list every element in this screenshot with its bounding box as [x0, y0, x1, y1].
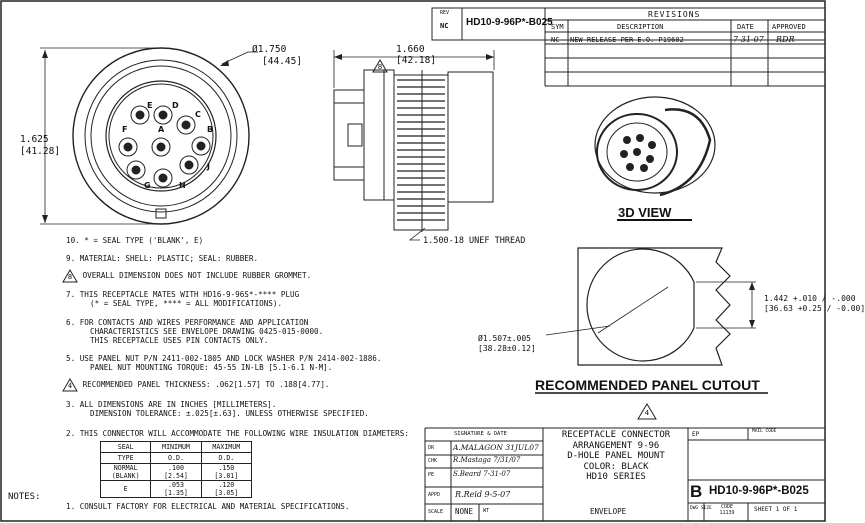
note-10: 10. * = SEAL TYPE ('BLANK', E)	[66, 236, 204, 245]
drawing-number: HD10-9-96P*-B025	[709, 485, 809, 497]
signature-header: SIGNATURE & DATE	[454, 431, 507, 437]
contact-label-a: A	[158, 125, 165, 134]
height-dimension: 1.625 [41.28]	[20, 134, 61, 157]
rev-label: REV	[440, 10, 450, 16]
rev-row-approved: RDR	[776, 35, 795, 44]
table-cell: .150 [3.81]	[201, 464, 251, 481]
mail-code-label: MAIL CODE	[752, 429, 777, 434]
note-9: 9. MATERIAL: SHELL: PLASTIC; SEAL: RUBBER.	[66, 254, 259, 263]
pe-signature: S.Beard 7-31-07	[453, 470, 511, 478]
diameter-dimension: Ø1.750 [44.45]	[252, 44, 303, 67]
thread-callout: 1.500-18 UNEF THREAD	[423, 236, 526, 246]
table-cell: O.D.	[151, 453, 201, 464]
envelope-label: ENVELOPE	[590, 507, 627, 516]
note-1: 1. CONSULT FACTORY FOR ELECTRICAL AND MATERIAL SPECIFICATIONS.	[66, 502, 350, 511]
table-cell: TYPE	[101, 453, 151, 464]
3d-view-title: 3D VIEW	[618, 205, 672, 220]
table-row	[101, 481, 252, 498]
cutout-flat: 1.442 +.010 / -.000 [36.63 +0.25 / -0.00]	[764, 294, 865, 313]
rev-col-sym: SYM	[551, 23, 564, 31]
length-dimension: 1.660 [42.18]	[396, 44, 437, 66]
rev-col-approved: APPROVED	[772, 23, 806, 31]
rev-col-date: DATE	[737, 23, 754, 31]
contact-label-b: B	[207, 125, 214, 134]
ep-label: EP	[692, 431, 700, 438]
table-cell: SEAL	[101, 442, 151, 453]
wt-label: WT	[483, 508, 490, 514]
front-view-drawing	[73, 48, 249, 224]
scale-value: NONE	[455, 507, 474, 516]
wire-insulation-table	[100, 441, 252, 498]
rev-row-date: 7-31-07	[733, 35, 764, 44]
note-3: 3. ALL DIMENSIONS ARE IN INCHES [MILLIMETERS]. DIMENSION TOLERANCE: ±.025[±.63]. UNLESS OTHERWISE SPECIFIED.	[66, 400, 369, 418]
table-cell: .053 [1.35]	[151, 481, 201, 498]
table-cell: MAXIMUM	[201, 442, 251, 453]
note-2: 2. THIS CONNECTOR WILL ACCOMMODATE THE FOLLOWING WIRE INSULATION DIAMETERS:	[66, 429, 409, 438]
table-cell: .100 [2.54]	[151, 464, 201, 481]
cutout-diameter: Ø1.507±.005 [38.28±0.12]	[478, 334, 536, 353]
table-cell: NORMAL (BLANK)	[101, 464, 151, 481]
note-7: 7. THIS RECEPTACLE MATES WITH HD16-9-96S*-**** PLUG (* = SEAL TYPE, **** = ALL MODIFICATIONS).	[66, 290, 300, 308]
table-cell: E	[101, 481, 151, 498]
table-cell: MINIMUM	[151, 442, 201, 453]
note-4: 4 RECOMMENDED PANEL THICKNESS: .062[1.57] TO .188[4.77].	[62, 378, 329, 392]
code-block: CODE 11139	[719, 504, 735, 516]
note-8-flag: 8	[372, 55, 388, 74]
scale-label: SCALE	[428, 509, 444, 515]
drawing-title: RECEPTACLE CONNECTOR ARRANGEMENT 9-96 D-HOLE PANEL MOUNT COLOR: BLACK HD10 SERIES	[561, 430, 671, 482]
panel-cutout-drawing	[546, 248, 756, 365]
dr-signature: A.MALAGON 31JUL07	[453, 443, 539, 452]
table-row	[101, 442, 252, 453]
contact-label-j: J	[207, 162, 210, 171]
note-6: 6. FOR CONTACTS AND WIRES PERFORMANCE AND APPLICATION CHARACTERISTICS SEE ENVELOPE DRAWING 0425-015-0000. THIS RECEPTACLE USES PIN CONTACTS ONLY.	[66, 318, 324, 345]
note-5: 5. USE PANEL NUT P/N 2411-002-1805 AND LOCK WASHER P/N 2414-002-1886. PANEL NUT MOUNTING TORQUE: 45-55 IN-LB [5.1-6.1 N-M].	[66, 354, 382, 372]
rev-part-number: HD10-9-96P*-B025	[466, 17, 553, 28]
contact-label-g: G	[144, 181, 151, 190]
table-cell: .120 [3.05]	[201, 481, 251, 498]
cutout-note-flag: 4	[637, 401, 657, 420]
note-8: 8 OVERALL DIMENSION DOES NOT INCLUDE RUBBER GROMMET.	[62, 269, 311, 283]
table-row	[101, 464, 252, 481]
appd-signature: R.Reid 9-5-07	[455, 490, 511, 499]
notes-heading: NOTES:	[8, 492, 41, 502]
chk-label: CHK	[428, 458, 438, 464]
contact-label-d: D	[172, 101, 179, 110]
table-cell: O.D.	[201, 453, 251, 464]
pe-label: PE	[428, 472, 435, 478]
table-row	[101, 453, 252, 464]
sheet-number: SHEET 1 OF 1	[754, 506, 798, 513]
appd-label: APPD	[428, 492, 441, 498]
revisions-title: REVISIONS	[648, 10, 701, 19]
contact-label-c: C	[195, 110, 201, 119]
contact-label-f: F	[122, 125, 128, 134]
contact-label-h: H	[179, 181, 186, 190]
chk-signature: R.Mastaga 7/31/07	[453, 456, 521, 464]
rev-value: NC	[440, 22, 449, 30]
rev-row-description: NEW RELEASE PER E.O. P19602	[570, 36, 684, 44]
size-letter: B	[690, 482, 703, 501]
panel-cutout-title: RECOMMENDED PANEL CUTOUT	[535, 377, 760, 393]
rev-col-description: DESCRIPTION	[617, 23, 664, 31]
dwg-size-label: DWG SIZE	[690, 506, 712, 511]
rev-row-sym: NC	[551, 36, 560, 44]
contact-label-e: E	[147, 101, 153, 110]
dr-label: DR	[428, 445, 435, 451]
